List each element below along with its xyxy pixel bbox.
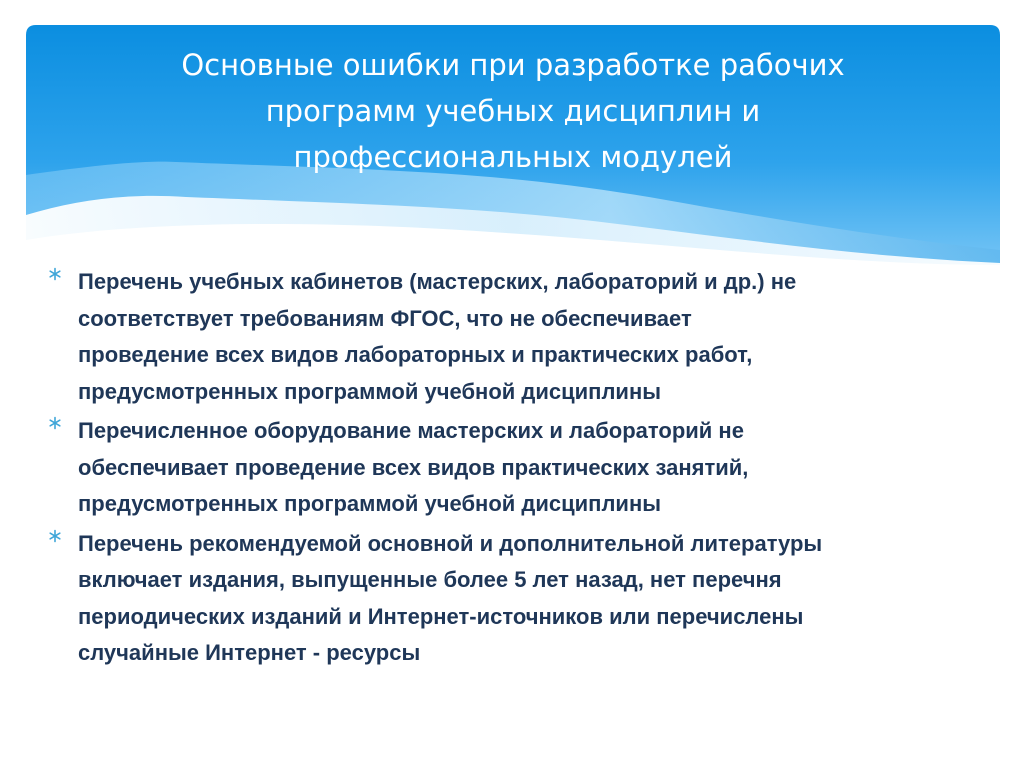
asterisk-icon bbox=[48, 267, 62, 281]
bullet-text-line: Перечень рекомендуемой основной и дополнительной литературы bbox=[78, 530, 823, 556]
slide-title-line: профессиональных модулей bbox=[293, 140, 733, 174]
bullet-text-line: включает издания, выпущенные более 5 лет назад, нет перечня bbox=[78, 567, 782, 592]
slide-title-line: программ учебных дисциплин и bbox=[265, 94, 761, 128]
bullet-text-line: Перечисленное оборудование мастерских и лабораторий не bbox=[78, 418, 744, 443]
bullet-list bbox=[42, 264, 982, 675]
bullet-item bbox=[42, 526, 982, 672]
bullet-text-line: Перечень учебных кабинетов (мастерских, лабораторий и др.) не bbox=[78, 269, 797, 294]
bullet-text-line: периодических изданий и Интернет-источников или перечислены bbox=[78, 603, 804, 629]
bullet-text-line: случайные Интернет - ресурсы bbox=[78, 640, 421, 665]
slide-title-line: Основные ошибки при разработке рабочих bbox=[181, 48, 845, 82]
bullet-item bbox=[42, 264, 982, 410]
slide-title bbox=[26, 42, 1000, 180]
bullet-text-line: проведение всех видов лабораторных и практических работ, bbox=[78, 342, 753, 367]
bullet-item bbox=[42, 413, 982, 523]
bullet-text-line: предусмотренных программой учебной дисциплины bbox=[78, 491, 662, 516]
asterisk-icon bbox=[48, 529, 62, 543]
bullet-text-line: предусмотренных программой учебной дисциплины bbox=[78, 378, 662, 404]
bullet-text-line: соответствует требованиям ФГОС, что не обеспечивает bbox=[78, 305, 692, 331]
asterisk-icon bbox=[48, 416, 62, 430]
bullet-text-line: обеспечивает проведение всех видов практических занятий, bbox=[78, 454, 749, 480]
